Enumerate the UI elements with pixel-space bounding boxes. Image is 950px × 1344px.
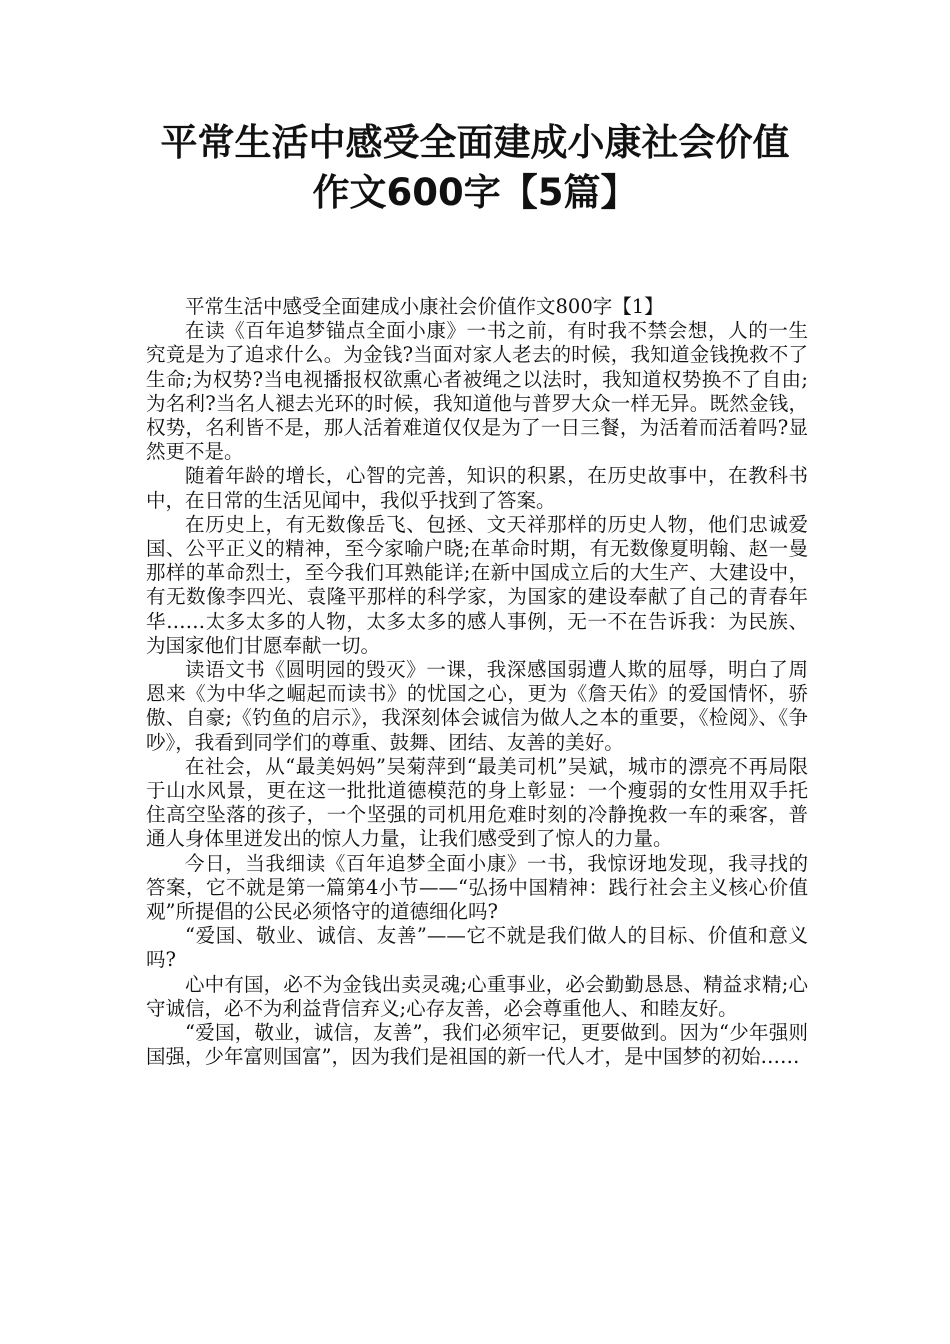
paragraph: 在社会，从“最美妈妈”吴菊萍到“最美司机”吴斌，城市的漂亮不再局限于山水风景，更在这一批批道德模范的身上彰显：一个瘦弱的女性用双手托住高空坠落的孩子，一个坚强的司机用危难时刻的冷静挽救一车的乘客，普通人身体里迸发出的惊人力量，让我们感受到了惊人的力量。 <box>146 754 808 851</box>
paragraph: 心中有国，必不为金钱出卖灵魂;心重事业，必会勤勤恳恳、精益求精;心守诚信，必不为利益背信弃义;心存友善，必会尊重他人、和睦友好。 <box>146 972 808 1020</box>
paragraph: 随着年龄的增长，心智的完善，知识的积累，在历史故事中，在教科书中，在日常的生活见闻中，我似乎找到了答案。 <box>146 464 808 512</box>
title-line-2: 作文600字【5篇】 <box>312 171 638 214</box>
paragraph: “爱国，敬业，诚信，友善”，我们必须牢记，更要做到。因为“少年强则国强，少年富则国富”，因为我们是祖国的新一代人才，是中国梦的初始…… <box>146 1021 808 1069</box>
document-title <box>100 118 850 218</box>
paragraph: 在读《百年追梦锚点全面小康》一书之前，有时我不禁会想，人的一生究竟是为了追求什么。为金钱?当面对家人老去的时候，我知道金钱挽救不了生命;为权势?当电视播报权欲熏心者被绳之以法时，我知道权势换不了自由;为名利?当名人褪去光环的时候，我知道他与普罗大众一样无异。既然金钱，权势，名利皆不是，那人活着难道仅仅是为了一日三餐，为活着而活着吗?显然更不是。 <box>146 319 808 464</box>
paragraph: 在历史上，有无数像岳飞、包拯、文天祥那样的历史人物，他们忠诚爱国、公平正义的精神，至今家喻户晓;在革命时期，有无数像夏明翰、赵一曼那样的革命烈士，至今我们耳熟能详;在新中国成立后的大生产、大建设中，有无数像李四光、袁隆平那样的科学家，为国家的建设奉献了自己的青春年华……太多太多的人物，太多太多的感人事例，无一不在告诉我：为民族、为国家他们甘愿奉献一切。 <box>146 512 808 657</box>
section-heading: 平常生活中感受全面建成小康社会价值作文800字【1】 <box>185 295 664 318</box>
title-line-1: 平常生活中感受全面建成小康社会价值 <box>160 121 790 164</box>
paragraph: 读语文书《圆明园的毁灭》一课，我深感国弱遭人欺的屈辱，明白了周恩来《为中华之崛起而读书》的忧国之心，更为《詹天佑》的爱国情怀，骄傲、自豪;《钓鱼的启示》，我深刻体会诚信为做人之本的重要，《检阅》、《争吵》，我看到同学们的尊重、鼓舞、团结、友善的美好。 <box>146 658 808 754</box>
paragraph: “爱国、敬业、诚信、友善”——它不就是我们做人的目标、价值和意义吗? <box>146 924 808 972</box>
document-body <box>146 295 808 1070</box>
paragraph: 今日，当我细读《百年追梦全面小康》一书，我惊讶地发现，我寻找的答案，它不就是第一篇第4小节——“弘扬中国精神：践行社会主义核心价值观”所提倡的公民必须恪守的道德细化吗? <box>146 851 808 924</box>
